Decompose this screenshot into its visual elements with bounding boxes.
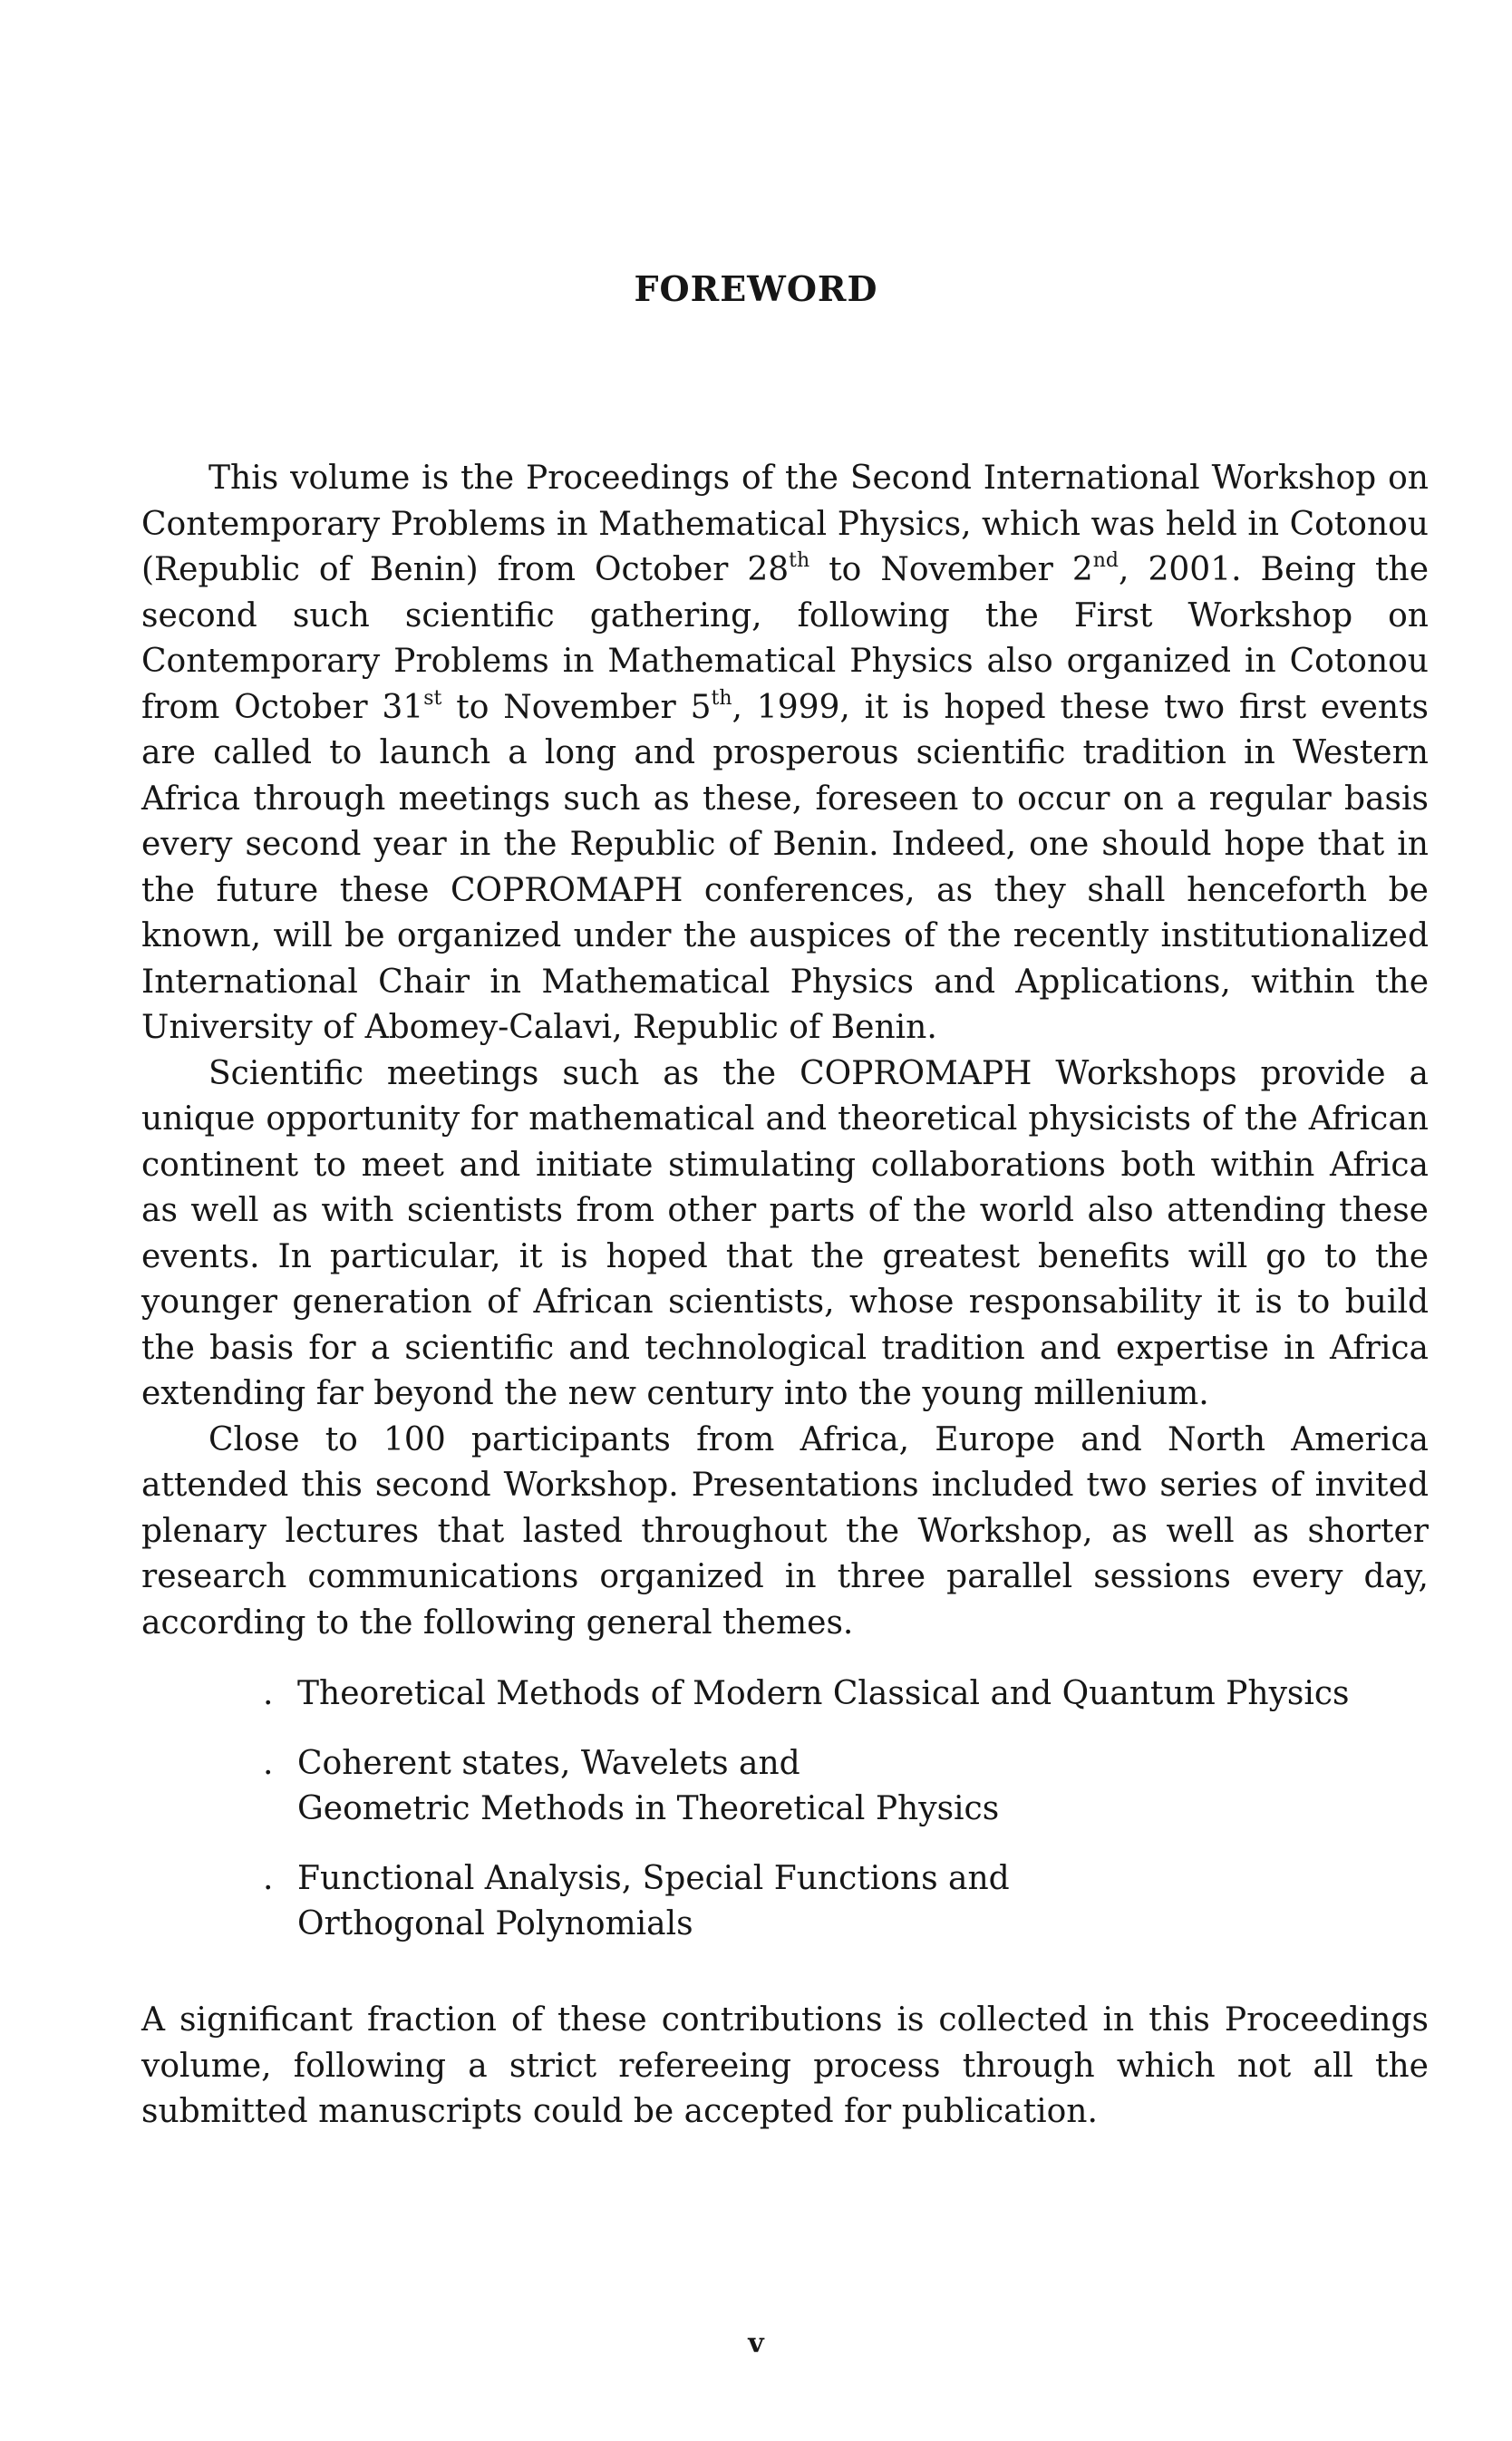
paragraph-scientific-meetings: Scientific meetings such as the COPROMAPH Workshops provide a unique opportunity for mathematical and theoretical physicists of the African continent to meet and initiate stimulating collaborations both within Africa as well as with scientists from other parts of the world also attending these events. In particular, it is hoped that the greatest benefits will go to the younger generation of African scientists, whose responsability it is to build the basis for a scientific and technological tradition and expertise in Africa extending far beyond the new century into the young millenium. [141,1054,1429,1412]
page-title: FOREWORD [634,268,878,309]
bullet: . [263,1675,274,1712]
paragraph-closing: A significant fraction of these contributions is collected in this Proceedings volume, following a strict refereeing process through which not all the submitted manuscripts could be accepted for publication. [141,2001,1429,2130]
list-item: . Coherent states, Wavelets and Geometric Methods in Theoretical Physics [254,1741,1432,1833]
foreword-body [141,456,1429,1646]
bullet: . [263,1859,274,1897]
bullet: . [263,1744,274,1782]
list-item: . Functional Analysis, Special Functions and Orthogonal Polynomials [254,1856,1432,1948]
page-number: v [748,2328,764,2359]
themes-list [254,1671,1432,1971]
list-item: . Theoretical Methods of Modern Classical and Quantum Physics [254,1671,1432,1718]
paragraph-intro: This volume is the Proceedings of the Second International Workshop on Contemporary Problems in Mathematical Physics, which was held in Cotonou (Republic of Benin) from October 28th to November 2nd, 2001. Being the second such scientific gathering, following the First Workshop on Contemporary Problems in Mathematical Physics also organized in Cotonou from October 31st to November 5th, 1999, it is hoped these two first events are called to launch a long and prosperous scientific tradition in Western Africa through meetings such as these, foreseen to occur on a regular basis every second year in the Republic of Benin. Indeed, one should hope that in the future these COPROMAPH conferences, as they shall henceforth be known, will be organized under the auspices of the recently institutionalized International Chair in Mathematical Physics and Applications, within the University of Abomey-Calavi, Republic of Benin. [141,460,1430,1046]
paragraph-participants: Close to 100 participants from Africa, Europe and North America attended this second Workshop. Presentations included two series of invited plenary lectures that lasted throughout the Workshop, as well as shorter research communications organized in three parallel sessions every day, according to the following general themes. [141,1420,1429,1642]
